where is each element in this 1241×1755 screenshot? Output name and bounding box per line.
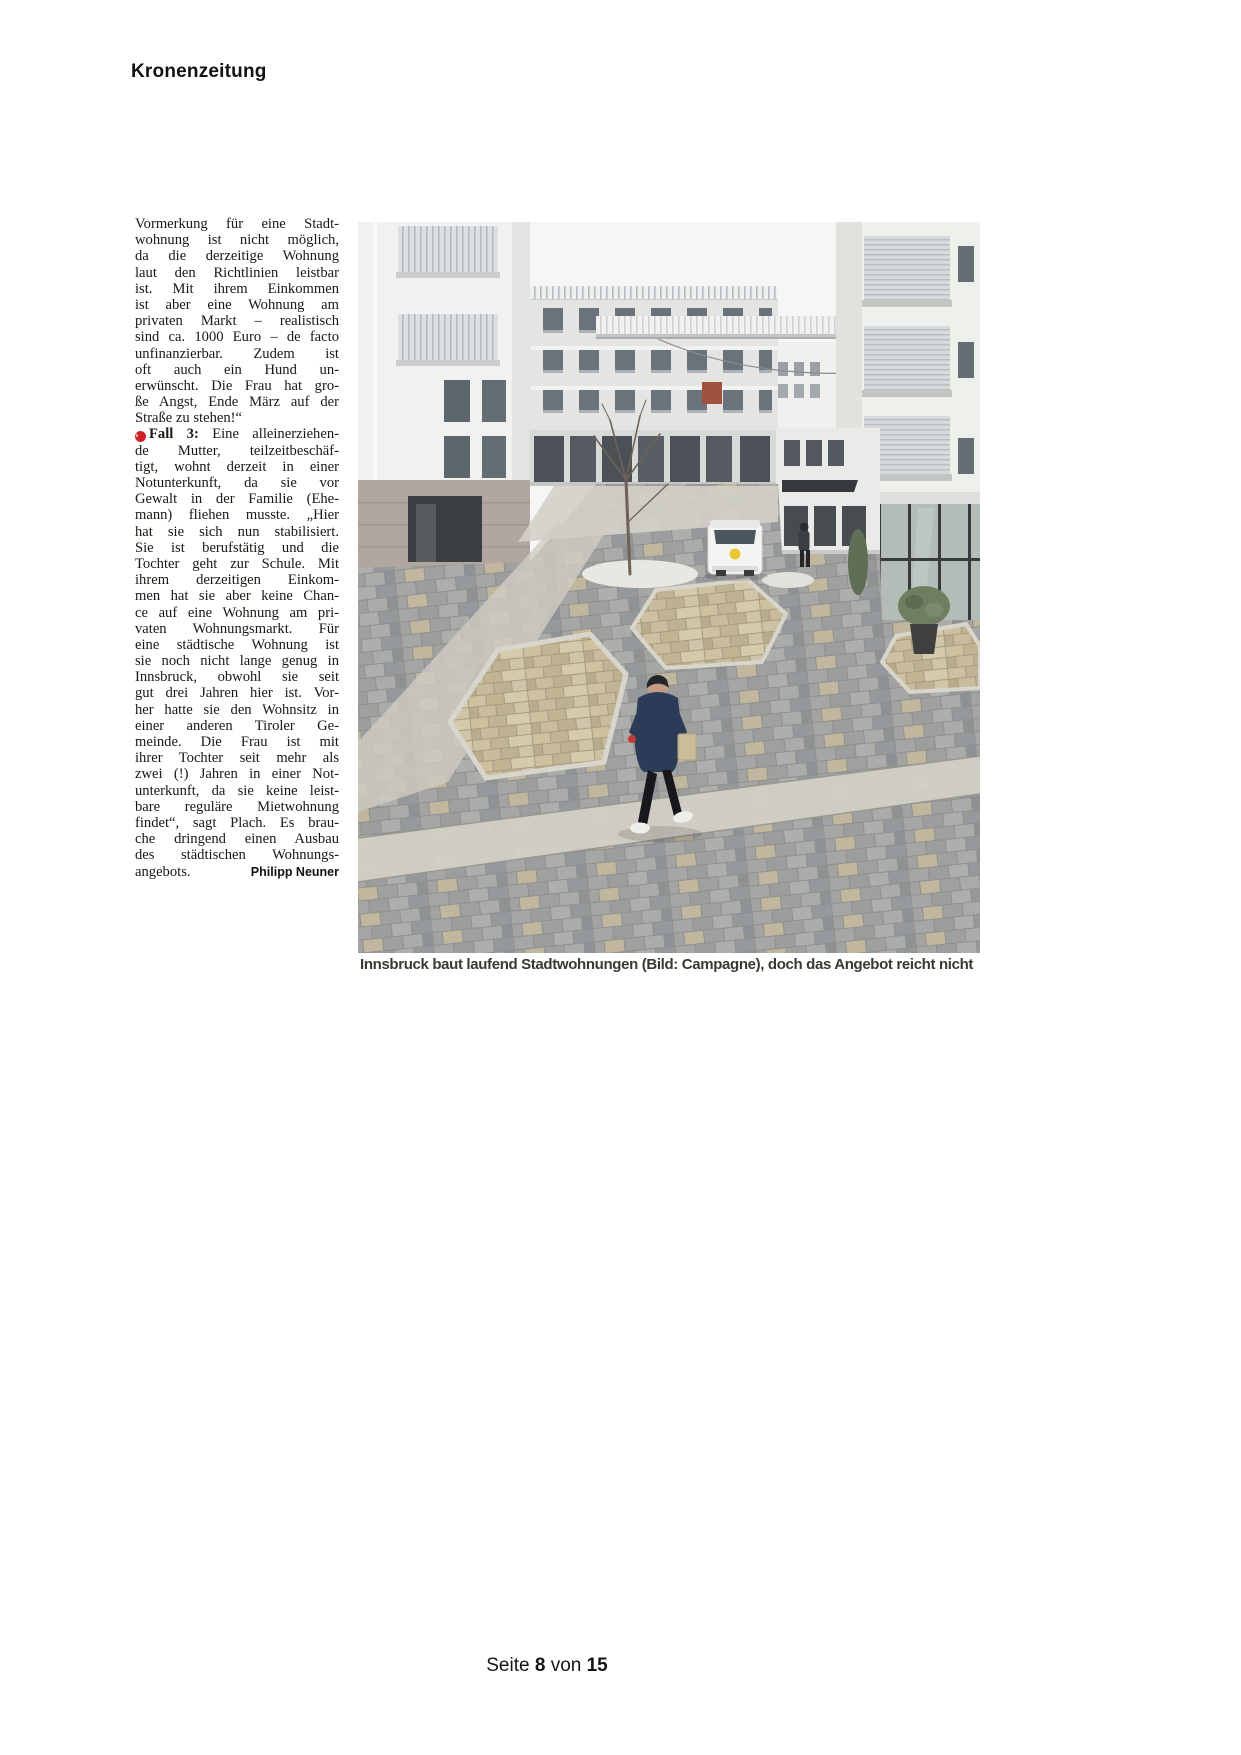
footer-label-seite: Seite — [486, 1655, 530, 1676]
article-line: Sie ist berufstätig und die — [135, 539, 339, 556]
article-line: da die derzeitige Wohnung — [135, 248, 339, 265]
article-line: oft auch ein Hund un- — [135, 361, 339, 378]
article-line: angebots. Philipp Neuner — [135, 863, 339, 880]
article-line: eine städtische Wohnung ist — [135, 636, 339, 653]
footer-label-von: von — [550, 1655, 582, 1676]
red-glove — [628, 735, 636, 743]
article-line: laut den Richtlinien leistbar — [135, 264, 339, 281]
article-line: bare reguläre Mietwohnung — [135, 798, 339, 815]
author-byline: Philipp Neuner — [250, 864, 339, 879]
article-line: Notunterkunft, da sie vor — [135, 475, 339, 491]
article-line: Tochter geht zur Schule. Mit — [135, 555, 339, 572]
article-line: sie noch nicht lange genug in — [135, 653, 339, 670]
article-line: ße Angst, Ende März auf der — [135, 394, 339, 411]
article-line: zwei (!) Jahren in einer Not- — [135, 766, 339, 783]
article-line: ist aber eine Wohnung am — [135, 296, 339, 313]
article-line: vaten Wohnungsmarkt. Für — [135, 620, 339, 637]
article-line: wohnung ist nicht möglich, — [135, 232, 339, 249]
article-line: Straße zu stehen!“ — [135, 410, 242, 427]
article-line: Gewalt in der Familie (Ehe- — [135, 491, 339, 508]
article-line: ist. Mit ihrem Einkommen — [135, 280, 339, 297]
article-line: ce auf eine Wohnung am pri- — [135, 604, 339, 621]
footer-page-number: 8 — [534, 1655, 546, 1676]
photo-caption: Innsbruck baut laufend Stadtwohnungen (Bild: Campagne), doch das Angebot reicht nicht — [360, 956, 974, 973]
case-bullet-icon: › — [135, 431, 146, 442]
article-line: findet“, sagt Plach. Es brau- — [135, 814, 339, 831]
article-line: unterkunft, da sie keine leist- — [135, 782, 339, 799]
page-footer — [0, 1655, 1094, 1677]
case-label: Fall 3: — [149, 426, 199, 443]
article-line: che dringend einen Ausbau — [135, 831, 339, 848]
dark-awning — [782, 480, 858, 492]
article-line: unfinanzierbar. Zudem ist — [135, 345, 339, 362]
tote-bag — [678, 734, 696, 760]
article-line: gut drei Jahren hier ist. Vor- — [135, 685, 339, 702]
article-text-column — [135, 216, 339, 880]
article-line: Innsbruck, obwohl sie seit — [135, 669, 339, 686]
mid-rise-buildings — [776, 428, 880, 554]
left-apartment-building — [358, 222, 530, 568]
photo-illustration — [358, 222, 980, 953]
delivery-van — [704, 520, 768, 581]
article-line: Vormerkung für eine Stadt- — [135, 216, 339, 232]
article-line: einer anderen Tiroler Ge- — [135, 717, 339, 734]
article-line: mann) fliehen musste. „Hier — [135, 507, 339, 524]
van-logo — [730, 549, 741, 560]
tan-stone-patch — [632, 580, 786, 668]
article-line: ihrem derzeitigen Einkom- — [135, 572, 339, 589]
footer-total-pages: 15 — [586, 1655, 608, 1676]
article-line: her hatte sie den Wohnsitz in — [135, 701, 339, 718]
article-line: sind ca. 1000 Euro – de facto — [135, 329, 339, 346]
article-line: erwünscht. Die Frau hat gro- — [135, 377, 339, 394]
article-line: privaten Markt – realistisch — [135, 313, 339, 330]
article-line: hat sie sich nun stabilisiert. — [135, 523, 339, 540]
article-line: › Fall 3: Eine alleinerziehen- — [135, 426, 339, 443]
article-line: meinde. Die Frau ist mit — [135, 734, 339, 750]
article-line: des städtischen Wohnungs- — [135, 847, 339, 864]
article-line: tigt, wohnt derzeit in einer — [135, 458, 339, 475]
article-line: men hat sie aber keine Chan- — [135, 588, 339, 605]
article-line: de Mutter, teilzeitbeschäf- — [135, 442, 339, 459]
article-line: ihrer Tochter seit mehr als — [135, 750, 339, 767]
gravel-tree-bed — [582, 560, 698, 588]
publication-title: Kronenzeitung — [131, 61, 267, 82]
article-photo — [358, 222, 980, 953]
